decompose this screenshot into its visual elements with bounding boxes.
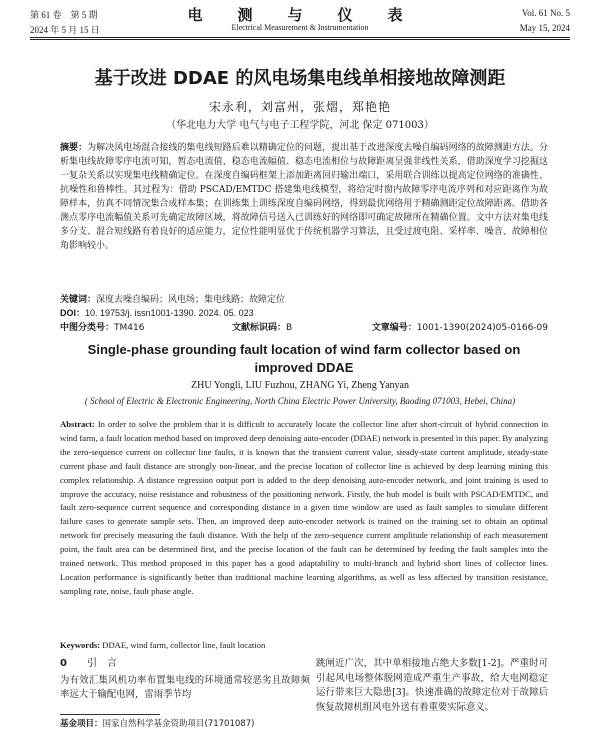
doi-label: DOI： (60, 308, 86, 318)
journal-name-en: Electrical Measurement & Instrumentation (231, 23, 369, 32)
keywords-en (60, 640, 548, 650)
keywords-en-text: DDAE, wind farm, collector line, fault location (102, 640, 266, 650)
keywords-cn (60, 292, 548, 305)
paper-title-en: Single-phase grounding fault location of wind farm collector based on improved DDAE (87, 342, 521, 375)
keywords-cn-label: 关键词： (60, 295, 97, 305)
journal-name-cn: 电 测 与 仪 表 (187, 8, 413, 24)
authors-en: ZHU Yongli, LIU Fuzhou, ZHANG Yi, Zheng Yanyan (191, 380, 409, 391)
body-column-right (316, 657, 548, 715)
volume-cn: 第 61 卷 第 5 期 (30, 10, 98, 20)
clc-code: 中图分类号：TM416 (60, 323, 145, 333)
date-en: May 15, 2024 (519, 23, 570, 33)
body-column-left (60, 657, 310, 703)
funding-text: 国家自然科学基金资助项目(71701087) (102, 719, 255, 729)
affiliation-en: ( School of Electric & Electronic Engineering, North China Electric Power University, Baoding 071003, Hebei, China) (84, 396, 516, 406)
keywords-en-label: Keywords: (60, 640, 101, 650)
abstract-en (60, 418, 548, 599)
abstract-en-text: In order to solve the problem that it is difficult to accurately locate the collector line after short-circuit of hybrid connection in wind farm, a fault location method based on improved deep denoising auto-encoder (DDAE) network is presented in this paper. By analyzing the zero-sequence current on collector line faults, it is known that the transient current value, steady-state current amplitude, steady-state current phase and fault distance are strongly non-linear, and the precise location of collector line is achieved by deep learning mining this complex relationship. A distance regression output port is added to the deep denoising auto-encoder network, and joint training is used to improve the accuracy, noise resistance and robustness of the positioning network. Firstly, the hub model is built with PSCAD/EMTDC, and fault zero-sequence current sequence and corresponding distance in a given time window are used as fault samples to simulate different failure cases to generate sample sets. Then, an improved deep auto-encoder network is trained on the training set to obtain an optimal network for precisely measuring the fault distance. With the help of the zero-sequence current amplitude relationship of each measurement point, the fault area can be determined first, and the precise location of the fault can be determined by feeding the fault samples into the trained network. This method proposed in this paper has a good adaptability to multi-branch and hybrid short lines of collector lines. Location performance is significantly better than traditional machine learning algorithms, as well as less affected by transition resistance, sampling rate, noise, fault phase angle. (60, 419, 548, 596)
abstract-en-label: Abstract: (60, 419, 95, 429)
doi (60, 306, 254, 319)
section-number: 0 (60, 658, 67, 669)
funding-note (60, 717, 254, 729)
abstract-cn-text: 为解决风电场混合接线的集电线短路后难以精确定位的问题，提出基于改进深度去噪自编码网络的故障测距方法。分析集电线故障零序电流可知，暂态电流值、稳态电流幅值、稳态电流相位与故障距离呈强非线性关系，借助深度学习挖掘这一复杂关系以实现集电线精确定位。在深度自编码框架上添加距离回归输出端口，采用联合训练以提高定位网络的准确性、抗噪性和鲁棒性。其过程为：借助 PSCAD/EMTDC 搭建集电线模型，将给定时窗内故障零序电流序列和对应距离作为故障样本，仿真不同情况集合成样本集；在训练集上训练深度自编码网络，得到最优网络用于精确测距定位故障距离。借助各测点零序电流幅值关系可先确定故障区域，将故障信号送入已训练好的网络即可确定故障所在精确位置。文中方法对集电线多分支、混合短线路有着良好的适应能力，定位性能明显优于传统机器学习算法，且受过渡电阻、采样率、噪音、故障相位角影响较小。 (60, 143, 548, 251)
keywords-cn-text: 深度去噪自编码；风电场；集电线路；故障定位 (96, 295, 286, 305)
date-cn: 2024 年 5 月 15 日 (30, 25, 100, 35)
article-number: 文章编号：1001-1390(2024)05-0166-09 (371, 323, 548, 333)
doi-value: 10. 19753/j. issn1001-1390. 2024. 05. 023 (85, 308, 254, 318)
header-rule (30, 37, 570, 38)
document-code: 文献标识码：B (232, 323, 293, 333)
section-title: 引 言 (86, 658, 117, 669)
affiliation-cn: （华北电力大学 电气与电子工程学院，河北 保定 071003） (166, 120, 434, 131)
footnote-rule (60, 714, 160, 715)
paper-title-cn: 基于改进 DDAE 的风电场集电线单相接地故障测距 (94, 68, 506, 89)
section-heading (60, 657, 310, 672)
authors-cn: 宋永利，刘富州，张熠，郑艳艳 (208, 100, 391, 114)
abstract-cn (60, 141, 548, 253)
header-rule-2 (30, 39, 570, 40)
volume-en: Vol. 61 No. 5 (521, 8, 570, 18)
abstract-cn-label: 摘要： (60, 143, 88, 153)
funding-label: 基金项目： (60, 719, 103, 729)
body-text-left: 为有效汇集风机功率布置集电线的环境通常较恶劣且故障频率远大于输配电网，雷雨季节均 (60, 674, 310, 700)
body-text-right: 跳闸近广次，其中单相接地占绝大多数[1-2]。严重时可引起风电场整体脱网造成严重生产事故，给大电网稳定运行带来巨大隐患[3]。快速准确的故障定位对于故障后恢复故障机组风电外送有着重要实际意义。 (316, 658, 548, 713)
